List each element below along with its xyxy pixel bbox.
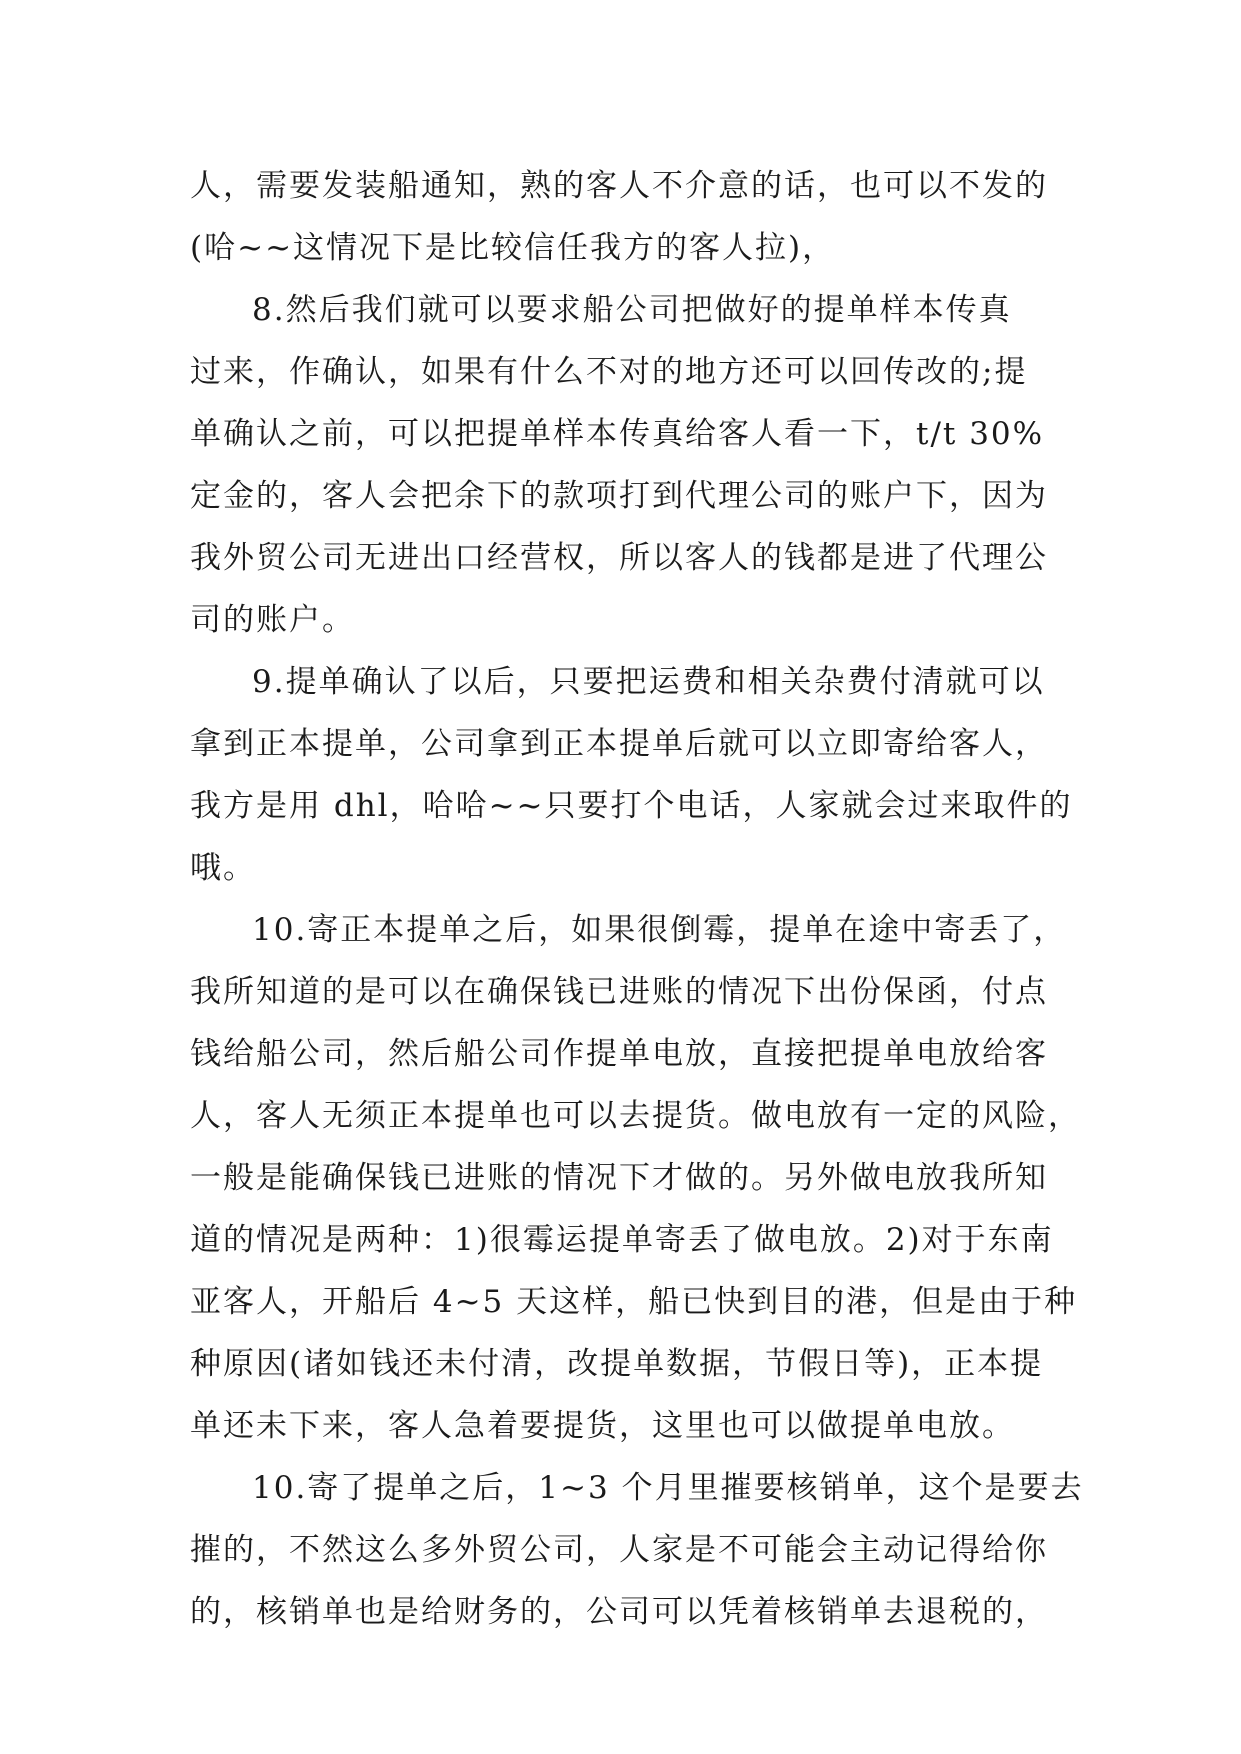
text-line: 8.然后我们就可以要求船公司把做好的提单样本传真 xyxy=(252,292,1012,328)
text-line: 摧的，不然这么多外贸公司，人家是不可能会主动记得给你 xyxy=(190,1532,1048,1568)
text-line: 人，客人无须正本提单也可以去提货。做电放有一定的风险， xyxy=(190,1098,1081,1134)
text-line: 人，需要发装船通知，熟的客人不介意的话，也可以不发的 xyxy=(190,168,1048,204)
text-line: 过来，作确认，如果有什么不对的地方还可以回传改的;提 xyxy=(190,354,1028,390)
paragraph-step-9 xyxy=(190,651,1073,899)
text-line: 亚客人，开船后 4~5 天这样，船已快到目的港，但是由于种 xyxy=(190,1284,1078,1320)
text-line: 一般是能确保钱已进账的情况下才做的。另外做电放我所知 xyxy=(190,1160,1048,1196)
text-line: 我外贸公司无进出口经营权，所以客人的钱都是进了代理公 xyxy=(190,540,1048,576)
text-line: 我所知道的是可以在确保钱已进账的情况下出份保函，付点 xyxy=(190,974,1048,1010)
paragraph-step-10a xyxy=(190,899,1081,1457)
text-line: 10.寄正本提单之后，如果很倒霉，提单在途中寄丢了， xyxy=(252,912,1067,948)
text-line: 司的账户。 xyxy=(190,602,355,638)
text-line: 9.提单确认了以后，只要把运费和相关杂费付清就可以 xyxy=(252,664,1045,700)
text-line: 的，核销单也是给财务的，公司可以凭着核销单去退税的， xyxy=(190,1594,1048,1630)
text-line: 道的情况是两种：1)很霉运提单寄丢了做电放。2)对于东南 xyxy=(190,1222,1054,1258)
paragraph-continuation xyxy=(190,155,1060,279)
paragraph-step-8 xyxy=(190,279,1060,651)
text-line: 单还未下来，客人急着要提货，这里也可以做提单电放。 xyxy=(190,1408,1015,1444)
document-body xyxy=(190,155,1084,1643)
text-line: 哦。 xyxy=(190,850,256,886)
text-line: 单确认之前，可以把提单样本传真给客人看一下，t/t 30% xyxy=(190,416,1045,452)
text-line: 定金的，客人会把余下的款项打到代理公司的账户下，因为 xyxy=(190,478,1048,514)
text-line: 拿到正本提单，公司拿到正本提单后就可以立即寄给客人， xyxy=(190,726,1048,762)
text-line: 10.寄了提单之后，1~3 个月里摧要核销单，这个是要去 xyxy=(252,1470,1084,1506)
text-line: (哈~~这情况下是比较信任我方的客人拉)， xyxy=(190,230,836,266)
text-line: 钱给船公司，然后船公司作提单电放，直接把提单电放给客 xyxy=(190,1036,1048,1072)
text-line: 我方是用 dhl，哈哈~~只要打个电话，人家就会过来取件的 xyxy=(190,788,1073,824)
paragraph-step-10b xyxy=(190,1457,1084,1643)
text-line: 种原因(诸如钱还未付清，改提单数据，节假日等)，正本提 xyxy=(190,1346,1044,1382)
